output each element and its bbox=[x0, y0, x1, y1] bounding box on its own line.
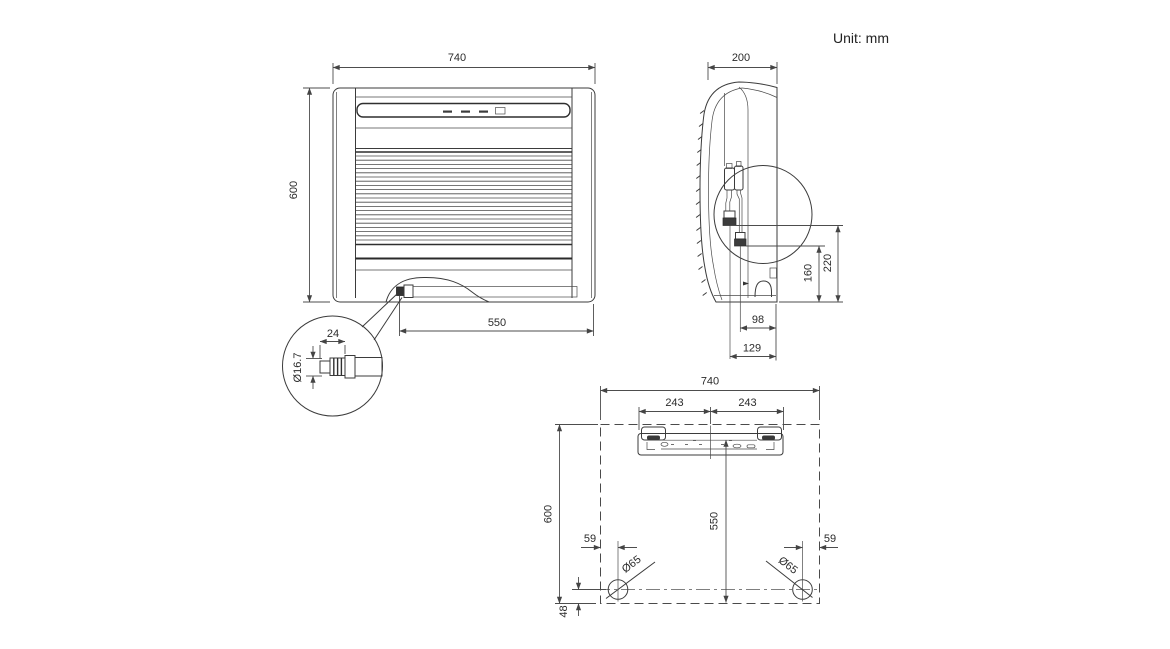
dim-side-lower-pipe bbox=[746, 246, 825, 302]
pipe-detail-balloon bbox=[283, 294, 403, 416]
dim-bracket-left bbox=[639, 397, 784, 430]
piping-highlight-circle bbox=[714, 166, 812, 264]
dim-bracket-right-label: 243 bbox=[738, 397, 757, 409]
dim-side-upper-pipe-label: 220 bbox=[822, 253, 834, 273]
dim-hole-offset-left-label: 59 bbox=[583, 533, 597, 545]
dim-install-height bbox=[543, 425, 599, 604]
dim-hole-offset-right bbox=[784, 533, 838, 548]
display-window bbox=[496, 108, 506, 115]
dim-plate-to-holes-label: 550 bbox=[708, 511, 721, 531]
mounting-plate bbox=[638, 426, 783, 460]
dim-side-upper-back bbox=[730, 343, 776, 357]
hatch-tick bbox=[699, 267, 703, 270]
dim-detail-diameter-label: Ø16.7 bbox=[292, 352, 304, 383]
hatch-tick bbox=[703, 293, 707, 296]
dim-side-upper-back-label: 129 bbox=[742, 342, 762, 355]
hatch-tick bbox=[700, 111, 704, 114]
dim-front-height bbox=[288, 88, 330, 302]
dim-hole-dia-left-label: Ø65 bbox=[619, 553, 644, 576]
control-panel bbox=[357, 104, 570, 118]
dim-detail-length-label: 24 bbox=[326, 328, 340, 340]
dim-front-pipe-offset-label: 550 bbox=[487, 317, 507, 329]
hatch-tick bbox=[697, 241, 701, 244]
hatch-tick bbox=[696, 215, 700, 218]
dim-bracket-left-label: 243 bbox=[665, 397, 684, 409]
dim-hole-to-bottom bbox=[558, 577, 606, 618]
side-profile bbox=[700, 82, 777, 302]
louver-grille bbox=[356, 156, 572, 240]
dim-front-width-label: 740 bbox=[447, 52, 467, 64]
dim-install-height-label: 600 bbox=[542, 504, 555, 524]
plate-tick-marks bbox=[671, 441, 732, 445]
dim-hole-dia-right bbox=[766, 555, 813, 598]
dim-install-width-label: 740 bbox=[700, 375, 720, 388]
dim-install-width bbox=[601, 376, 820, 421]
indicator-dash bbox=[443, 111, 452, 113]
dim-front-height-label: 600 bbox=[288, 180, 300, 200]
dim-hole-dia-left bbox=[606, 554, 655, 599]
dim-plate-to-holes bbox=[709, 440, 727, 603]
side-view bbox=[696, 52, 843, 361]
hatch-tick bbox=[696, 228, 700, 231]
hatch-tick bbox=[702, 280, 706, 283]
dim-bracket-right bbox=[711, 397, 784, 412]
hatch-tick bbox=[698, 254, 702, 257]
dim-hole-to-bottom-label: 48 bbox=[558, 605, 570, 618]
dim-detail-length bbox=[320, 328, 345, 359]
dim-detail-diameter bbox=[292, 346, 322, 389]
installation-view bbox=[543, 376, 839, 618]
indicator-dash bbox=[479, 111, 488, 113]
dim-side-depth bbox=[708, 52, 777, 84]
pipe-fitting-front bbox=[397, 285, 578, 298]
detail-fitting bbox=[320, 356, 382, 379]
hatch-tick bbox=[696, 202, 700, 205]
dim-side-lower-back-label: 98 bbox=[751, 314, 765, 326]
dim-side-depth-label: 200 bbox=[731, 52, 751, 64]
dim-hole-dia-right-label: Ø65 bbox=[775, 554, 800, 577]
dim-front-width bbox=[333, 52, 595, 84]
dim-hole-offset-right-label: 59 bbox=[823, 533, 837, 545]
dim-side-upper-pipe bbox=[732, 226, 843, 303]
drain-outlet bbox=[714, 268, 777, 297]
indicator-dash bbox=[461, 111, 470, 113]
front-view bbox=[288, 52, 595, 336]
unit-label: Unit: mm bbox=[833, 30, 889, 46]
dim-hole-offset-left bbox=[581, 533, 637, 548]
dim-side-lower-pipe-label: 160 bbox=[802, 263, 815, 283]
refrigerant-pipes bbox=[723, 162, 746, 360]
